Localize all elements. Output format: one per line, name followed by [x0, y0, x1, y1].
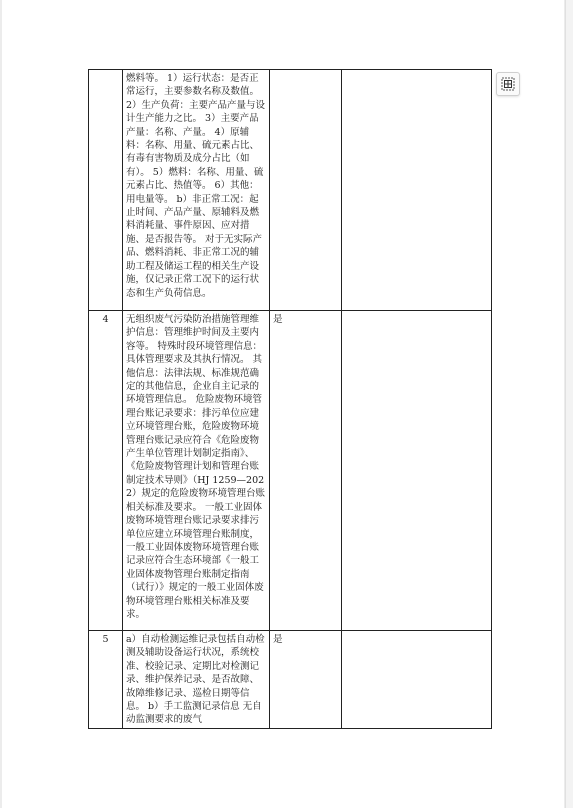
compliance-cell — [270, 70, 342, 311]
requirements-table — [88, 69, 492, 729]
table-row — [89, 631, 492, 729]
requirement-content — [123, 311, 270, 631]
requirement-content — [123, 631, 270, 729]
compliance-cell: 是 — [270, 631, 342, 729]
vertical-scrollbar[interactable] — [565, 0, 573, 808]
row-index — [89, 70, 123, 311]
table-row — [89, 70, 492, 311]
requirement-content — [123, 70, 270, 311]
content-text: 无组织废气污染防治措施管理维护信息：管理维护时间及主要内容等。 特殊时段环境管理信息：具体管理要求及其执行情况。 其他信息：法律法规、标准规范确定的其他信息，企业自主记录的环境管理信息。 危险废物环境管理台账记录要求：排污单位应建立环境管理台账，危险废物环境管理台账记录应符合《危险废物产生单位管理计划制定指南》、《危险废物管理计划和管理台账制定技术导则》（HJ 1259—2022）规定的危险废物环境管理台账相关标准及要求。 一般工业固体废物环境管理台账记录要求排污单位应建立环境管理台账制度，一般工业固体废物环境管理台账记录应符合生态环境部《一般工业固体废物管理台账制定指南（试行）》规定的一般工业固体废物环境管理台账相关标准及要求。 — [126, 314, 266, 620]
row-index: 4 — [89, 311, 123, 631]
remark-cell — [342, 631, 492, 729]
content-text: 燃料等。 1）运行状态：是否正常运行，主要参数名称及数值。 2）生产负荷：主要产品产量与设计生产能力之比。 3）主要产品产量：名称、产量。 4）原辅料：名称、用量、硫元素占比、有毒有害物质及成分占比（如有）。 5）燃料：名称、用量、硫元素占比、热值等。 6）其他：用电量等。 b）非正常工况：起止时间、产品产量、原辅料及燃料消耗量、事件原因、应对措施、是否报告等。 对于无实际产品、燃料消耗、非正常工况的辅助工程及储运工程的相关生产设施，仅记录正常工况下的运行状态和生产负荷信息。 — [126, 73, 266, 299]
row-index: 5 — [89, 631, 123, 729]
table-row — [89, 311, 492, 631]
remark-cell — [342, 70, 492, 311]
content-text: a）自动检测运维记录包括自动检测及辅助设备运行状况，系统校准、校验记录、定期比对检测记录、维护保养记录、是否故障、故障维修记录、巡检日期等信息。 b）手工监测记录信息 无自动监测要求的废气 — [126, 634, 265, 726]
table-select-icon — [501, 77, 515, 91]
compliance-cell: 是 — [270, 311, 342, 631]
remark-cell — [342, 311, 492, 631]
select-table-button[interactable] — [496, 72, 520, 96]
